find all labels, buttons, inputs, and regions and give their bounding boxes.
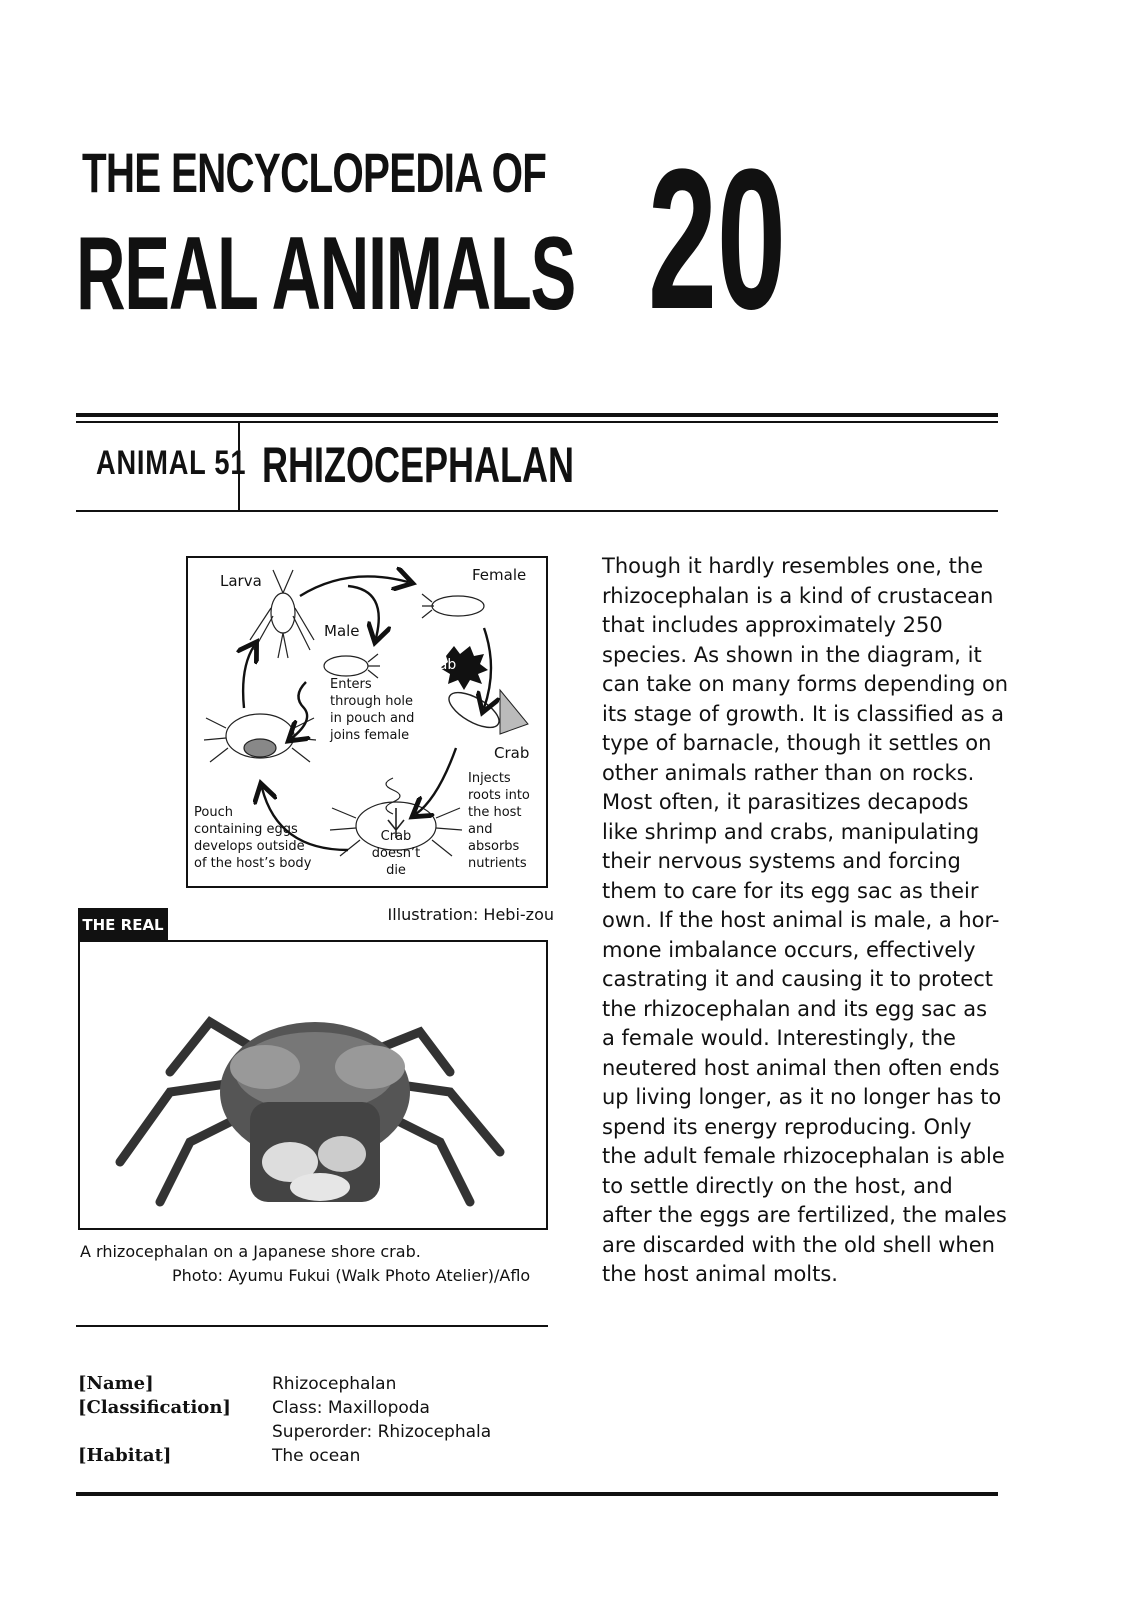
body-line: that includes approximately 250	[602, 613, 943, 637]
crab-photo	[78, 940, 548, 1230]
heading-bottom-rule	[76, 510, 998, 512]
female-icon	[422, 594, 484, 618]
larva-label: Larva	[220, 572, 262, 590]
body-line: their nervous systems and forcing	[602, 849, 961, 873]
body-line: are discarded with the old shell when	[602, 1232, 995, 1257]
life-cycle-diagram	[186, 556, 548, 888]
male-label: Male	[324, 622, 360, 640]
body-line: castrating it and causing it to protect	[602, 967, 994, 991]
body-line: like shrimp and crabs, manipulating	[602, 819, 980, 844]
body-line: neutered host animal then often ends	[602, 1055, 1000, 1080]
article-body	[602, 552, 1009, 1290]
volume-number: 20	[648, 128, 786, 351]
body-line: can take on many forms depending on	[602, 672, 1009, 696]
info-bottom-rule	[76, 1492, 998, 1496]
series-title: THE ENCYCLOPEDIA OF	[82, 141, 547, 204]
body-line: own. If the host animal is male, a hor-	[602, 908, 1000, 932]
host-crab-with-pouch-icon	[204, 714, 316, 762]
crab-label: Crab	[494, 744, 530, 762]
body-line: spend its energy reproducing. Only	[602, 1114, 972, 1139]
stab-label: stab	[426, 657, 457, 673]
info-top-rule	[76, 1325, 548, 1327]
photo-credit: Photo: Ayumu Fukui (Walk Photo Atelier)/Aflo	[172, 1266, 531, 1285]
body-line: the rhizocephalan and its egg sac as	[602, 996, 988, 1021]
body-line: rhizocephalan is a kind of crustacean	[602, 583, 994, 608]
body-line: after the eggs are fertilized, the males	[602, 1203, 1007, 1227]
body-line: species. As shown in the diagram, it	[602, 642, 982, 667]
kentrogon-icon	[444, 686, 504, 735]
illustration-credit: Illustration: Hebi-zou	[387, 905, 554, 924]
enters-label: Enters through hole in pouch and joins female	[330, 677, 415, 743]
body-line: its stage of growth. It is classified as a	[602, 701, 1005, 726]
heading-top-rule-thin	[76, 421, 998, 423]
body-line: Most often, it parasitizes decapods	[602, 790, 969, 814]
body-line: mone imbalance occurs, effectively	[602, 937, 976, 962]
male-icon	[324, 654, 380, 678]
body-line: the host animal molts.	[602, 1262, 838, 1286]
crab-photo-image	[80, 942, 546, 1228]
body-line: a female would. Interestingly, the	[602, 1026, 956, 1050]
classification-label: [Classification]	[78, 1397, 231, 1418]
name-value: Rhizocephalan	[272, 1374, 397, 1394]
body-line: up living longer, as it no longer has to	[602, 1085, 1002, 1109]
body-line: the adult female rhizocephalan is able	[602, 1144, 1005, 1168]
book-title: REAL ANIMALS	[76, 216, 575, 332]
habitat-label: [Habitat]	[78, 1445, 172, 1466]
real-thing-tag: THE REAL	[78, 908, 168, 942]
classification-value: Class: Maxillopoda	[272, 1398, 430, 1418]
crab-shell-wedge	[500, 690, 528, 734]
injects-label: Injects roots into the host and absorbs nutrients	[468, 771, 530, 871]
animal-number: ANIMAL 51	[96, 444, 247, 482]
pouch-label: Pouch containing eggs develops outside of the host’s body	[194, 805, 312, 871]
body-line: to settle directly on the host, and	[602, 1173, 953, 1198]
habitat-value: The ocean	[272, 1446, 361, 1466]
body-line: other animals rather than on rocks.	[602, 760, 975, 785]
body-line: type of barnacle, though it settles on	[602, 731, 992, 755]
female-label: Female	[472, 566, 527, 584]
name-label: [Name]	[78, 1373, 154, 1394]
superorder-value: Superorder: Rhizocephala	[272, 1422, 492, 1442]
photo-caption: A rhizocephalan on a Japanese shore crab.	[80, 1242, 421, 1261]
crab-survives-label: Crab doesn’t die	[371, 829, 421, 878]
body-line: them to care for its egg sac as their	[602, 878, 979, 903]
body-line: Though it hardly resembles one, the	[602, 554, 984, 578]
animal-name: RHIZOCEPHALAN	[262, 437, 574, 493]
heading-top-rule-thick	[76, 413, 998, 417]
